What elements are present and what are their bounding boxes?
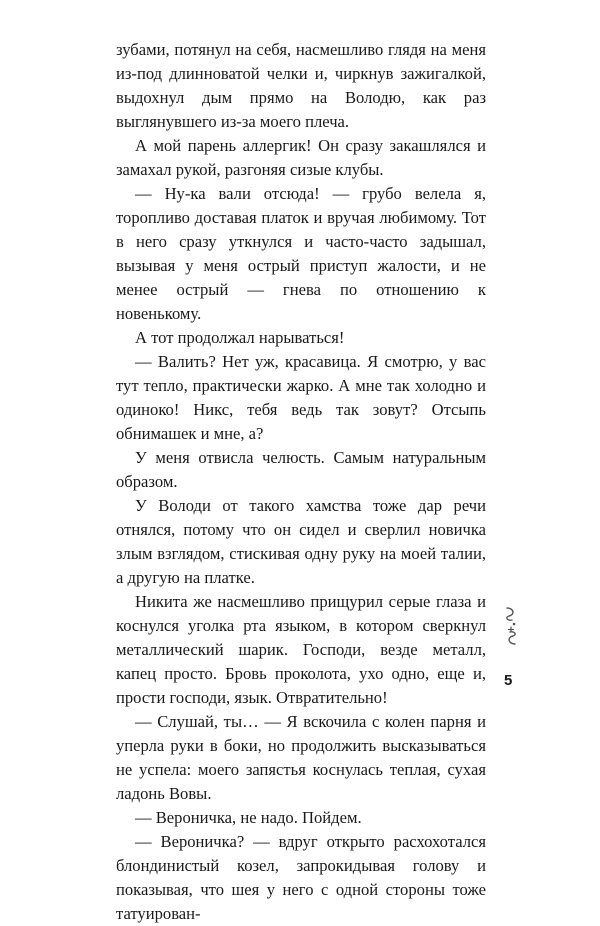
flourish-ornament-icon [502,605,520,647]
paragraph: А тот продолжал нарываться! [135,328,345,347]
paragraph: — Ну-ка вали отсюда! — грубо велела я, торопливо доставая платок и вручая любимому. Тот в него сразу уткнулся и часто-часто задышал, вызывая у меня острый приступ жалости, и не менее острый — гнева по отношению к новенькому. [116,184,486,323]
paragraph: Никита же насмешливо прищурил серые глаза и коснулся уголка рта языком, в котором сверкнул металлический шарик. Господи, везде металл, капец просто. Бровь проколота, ухо одно, еще и, прости господи, язык. Отвратительно! [116,592,486,707]
paragraph: У Володи от такого хамства тоже дар речи отнялся, потому что он сидел и сверлил новичка злым взглядом, стискивая одну руку на моей талии, а другую на платке. [116,496,486,587]
paragraph: зубами, потянул на себя, насмешливо глядя на меня из-под длинноватой челки и, чиркнув зажигалкой, выдохнул дым прямо на Володю, как раз выглянувшего из-за моего плеча. [116,40,486,131]
page-body [116,38,486,926]
paragraph: А мой парень аллергик! Он сразу закашлялся и замахал рукой, разгоняя сизые клубы. [116,136,486,179]
paragraph: У меня отвисла челюсть. Самым натуральным образом. [116,448,486,491]
paragraph: — Слушай, ты… — Я вскочила с колен парня и уперла руки в боки, но продолжить высказываться не успела: моего запястья коснулась теплая, сухая ладонь Вовы. [116,712,486,803]
page-number: 5 [504,672,513,689]
paragraph: — Валить? Нет уж, красавица. Я смотрю, у вас тут тепло, практически жарко. А мне так холодно и одиноко! Никс, тебя ведь так зовут? Отсыпь обнимашек и мне, а? [116,352,486,443]
paragraph: — Вероничка, не надо. Пойдем. [135,808,362,827]
paragraph: — Вероничка? — вдруг открыто расхохотался блондинистый козел, запрокидывая голову и показывая, что шея у него с одной стороны тоже татуирован- [116,832,486,923]
